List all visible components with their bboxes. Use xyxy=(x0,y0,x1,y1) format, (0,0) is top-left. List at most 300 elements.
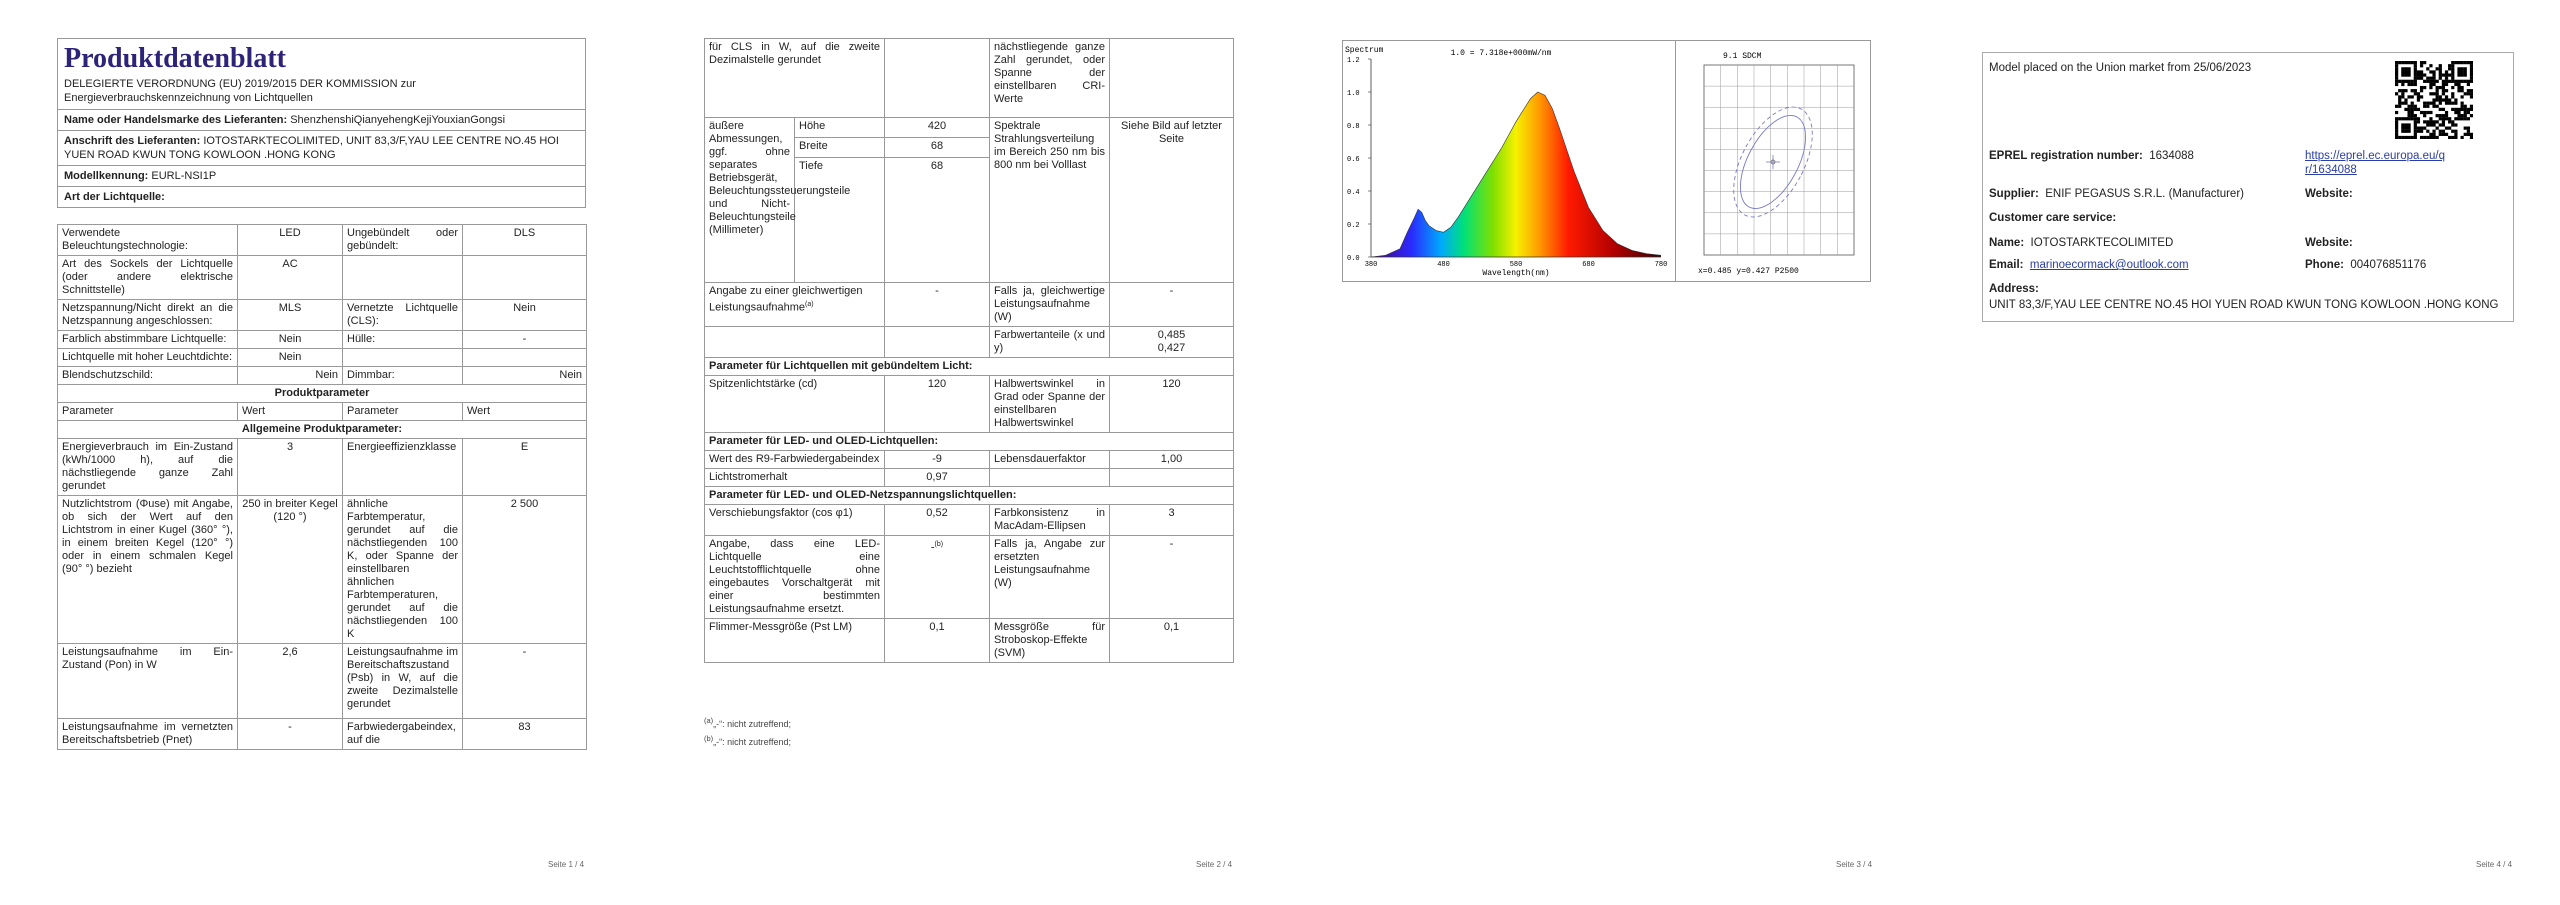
qr-module xyxy=(2464,61,2467,64)
qr-module xyxy=(2445,80,2448,83)
qr-module xyxy=(2420,86,2423,89)
qr-module xyxy=(2457,80,2460,83)
y-tick-label: 1.0 xyxy=(1347,90,1360,98)
qr-code-icon[interactable] xyxy=(2395,61,2473,139)
qr-module xyxy=(2411,114,2414,117)
qr-module xyxy=(2454,108,2457,111)
qr-module xyxy=(2457,67,2460,70)
qr-module xyxy=(2454,83,2457,86)
qr-module xyxy=(2411,95,2414,98)
qr-module xyxy=(2470,92,2473,95)
qr-module xyxy=(2451,102,2454,105)
qr-module xyxy=(2461,114,2464,117)
qr-module xyxy=(2429,80,2432,83)
qr-module xyxy=(2445,102,2448,105)
page-cutoff-mask xyxy=(0,842,640,905)
qr-module xyxy=(2464,108,2467,111)
qr-module xyxy=(2414,61,2417,64)
qr-module xyxy=(2467,92,2470,95)
qr-module xyxy=(2457,117,2460,120)
table-row: Tiefe 68 xyxy=(705,158,1234,283)
qr-module xyxy=(2395,64,2398,67)
sdcm-frame xyxy=(1704,65,1854,255)
page-1 xyxy=(0,0,640,905)
qr-module xyxy=(2414,127,2417,130)
qr-module xyxy=(2451,92,2454,95)
qr-module xyxy=(2423,111,2426,114)
qr-module xyxy=(2395,92,2398,95)
sdcm-title: 9.1 SDCM xyxy=(1723,52,1762,61)
qr-module xyxy=(2404,117,2407,120)
sdcm-readout: x=0.485 y=0.427 P2500 xyxy=(1698,267,1799,276)
table-row: Flimmer-Messgröße (Pst LM) 0,1 Messgröße für Stroboskop-Effekte (SVM) 0,1 xyxy=(705,619,1234,663)
qr-module xyxy=(2439,64,2442,67)
qr-module xyxy=(2414,120,2417,123)
qr-module xyxy=(2395,133,2398,136)
qr-module xyxy=(2451,108,2454,111)
qr-module xyxy=(2432,70,2435,73)
qr-module xyxy=(2417,127,2420,130)
qr-module xyxy=(2432,83,2435,86)
supplier-address: IOTOSTARKTECOLIMITED, UNIT 83,3/F,YAU LEE CENTRE NO.45 HOI YUEN ROAD KWUN TONG KOWLOON .HONG KONG xyxy=(64,135,559,161)
qr-module xyxy=(2401,123,2404,126)
qr-module xyxy=(2448,64,2451,67)
qr-module xyxy=(2401,130,2404,133)
qr-module xyxy=(2461,136,2464,139)
qr-module xyxy=(2464,117,2467,120)
qr-module xyxy=(2467,127,2470,130)
qr-module xyxy=(2429,120,2432,123)
qr-module xyxy=(2407,73,2410,76)
qr-module xyxy=(2439,117,2442,120)
qr-module xyxy=(2442,86,2445,89)
params-table-2 xyxy=(704,38,1234,663)
qr-module xyxy=(2457,108,2460,111)
qr-module xyxy=(2401,73,2404,76)
footnote-a: $^{(a)}$„-“: nicht zutreffend; xyxy=(704,716,792,729)
qr-module xyxy=(2432,136,2435,139)
qr-module xyxy=(2420,64,2423,67)
qr-module xyxy=(2454,98,2457,101)
qr-module xyxy=(2423,114,2426,117)
page-footer: Seite 2 / 4 xyxy=(1196,860,1233,869)
qr-module xyxy=(2398,95,2401,98)
model-row: Modellkennung: EURL-NSI1P xyxy=(58,166,585,187)
qr-module xyxy=(2432,80,2435,83)
qr-module xyxy=(2454,117,2457,120)
qr-module xyxy=(2470,95,2473,98)
qr-module xyxy=(2442,83,2445,86)
qr-module xyxy=(2457,61,2460,64)
qr-module xyxy=(2448,136,2451,139)
qr-module xyxy=(2426,130,2429,133)
qr-module xyxy=(2451,67,2454,70)
qr-module xyxy=(2407,80,2410,83)
qr-module xyxy=(2429,133,2432,136)
qr-module xyxy=(2448,120,2451,123)
qr-module xyxy=(2414,92,2417,95)
qr-module xyxy=(2470,114,2473,117)
qr-module xyxy=(2401,89,2404,92)
qr-module xyxy=(2432,130,2435,133)
qr-module xyxy=(2467,111,2470,114)
qr-module xyxy=(2407,83,2410,86)
eprel-info-box xyxy=(1982,52,2514,322)
x-tick-label: 780 xyxy=(1654,261,1668,269)
qr-module xyxy=(2407,108,2410,111)
qr-module xyxy=(2464,67,2467,70)
qr-module xyxy=(2423,105,2426,108)
table-row: Spitzenlichtstärke (cd) 120 Halbwertswinkel in Grad oder Spanne der einstellbaren Halbwertswinkel 120 xyxy=(705,376,1234,433)
qr-module xyxy=(2464,105,2467,108)
qr-module xyxy=(2454,130,2457,133)
y-tick-label: 0.2 xyxy=(1347,222,1360,230)
qr-module xyxy=(2395,61,2398,64)
qr-module xyxy=(2401,70,2404,73)
qr-module xyxy=(2395,127,2398,130)
page-3 xyxy=(1280,0,1920,905)
qr-module xyxy=(2429,136,2432,139)
qr-module xyxy=(2439,114,2442,117)
qr-module xyxy=(2461,73,2464,76)
qr-module xyxy=(2436,89,2439,92)
qr-module xyxy=(2429,111,2432,114)
qr-module xyxy=(2436,86,2439,89)
qr-module xyxy=(2429,83,2432,86)
footnote-b: $^{(b)}$„-“: nicht zutreffend; xyxy=(704,734,792,747)
qr-module xyxy=(2464,127,2467,130)
qr-module xyxy=(2467,61,2470,64)
qr-module xyxy=(2454,102,2457,105)
spectrum-area xyxy=(1371,92,1661,257)
x-tick-label: 680 xyxy=(1582,261,1595,269)
qr-module xyxy=(2414,77,2417,80)
qr-module xyxy=(2401,127,2404,130)
qr-module xyxy=(2404,123,2407,126)
qr-module xyxy=(2448,80,2451,83)
address-label: Address: xyxy=(1989,283,2039,295)
name-row: Name: IOTOSTARKTECOLIMITED xyxy=(1989,237,2174,249)
qr-module xyxy=(2395,120,2398,123)
qr-module xyxy=(2407,61,2410,64)
qr-module xyxy=(2417,77,2420,80)
qr-module xyxy=(2401,95,2404,98)
qr-module xyxy=(2470,67,2473,70)
qr-module xyxy=(2470,133,2473,136)
qr-module xyxy=(2454,61,2457,64)
qr-module xyxy=(2404,136,2407,139)
qr-module xyxy=(2461,61,2464,64)
qr-module xyxy=(2461,108,2464,111)
qr-module xyxy=(2439,130,2442,133)
qr-module xyxy=(2398,105,2401,108)
qr-module xyxy=(2404,127,2407,130)
qr-module xyxy=(2467,130,2470,133)
qr-module xyxy=(2454,133,2457,136)
qr-module xyxy=(2461,86,2464,89)
qr-module xyxy=(2451,95,2454,98)
spectrum-peak-text: 1.0 = 7.318e+000mW/nm xyxy=(1450,49,1552,58)
qr-module xyxy=(2426,123,2429,126)
qr-module xyxy=(2411,108,2414,111)
qr-module xyxy=(2414,108,2417,111)
qr-module xyxy=(2432,73,2435,76)
table-column-headers: Parameter Wert Parameter Wert xyxy=(58,403,587,421)
qr-module xyxy=(2470,80,2473,83)
qr-module xyxy=(2439,98,2442,101)
qr-module xyxy=(2411,89,2414,92)
x-tick-label: 480 xyxy=(1437,261,1450,269)
table-row: Leistungsaufnahme im vernetzten Bereitschaftsbetrieb (Pnet) - Farbwiedergabeindex, auf die 83 xyxy=(58,719,587,750)
qr-module xyxy=(2420,70,2423,73)
qr-module xyxy=(2461,70,2464,73)
website-label-2: Website: xyxy=(2305,237,2353,249)
qr-module xyxy=(2426,67,2429,70)
qr-module xyxy=(2395,73,2398,76)
qr-module xyxy=(2470,136,2473,139)
qr-module xyxy=(2420,130,2423,133)
regulation-text: DELEGIERTE VERORDNUNG (EU) 2019/2015 DER KOMMISSION zur Energieverbrauchskennzeichnung von Lichtquellen xyxy=(58,75,585,110)
qr-module xyxy=(2411,105,2414,108)
datasheet-header xyxy=(57,38,586,208)
qr-module xyxy=(2420,73,2423,76)
qr-module xyxy=(2439,133,2442,136)
qr-module xyxy=(2414,136,2417,139)
qr-module xyxy=(2439,86,2442,89)
qr-module xyxy=(2464,70,2467,73)
qr-module xyxy=(2461,102,2464,105)
spectrum-svg xyxy=(1343,41,1676,281)
qr-module xyxy=(2401,61,2404,64)
qr-module xyxy=(2439,108,2442,111)
qr-module xyxy=(2442,123,2445,126)
qr-module xyxy=(2470,77,2473,80)
qr-module xyxy=(2407,67,2410,70)
qr-module xyxy=(2442,120,2445,123)
qr-module xyxy=(2432,133,2435,136)
sdcm-svg xyxy=(1676,41,1870,281)
qr-module xyxy=(2451,77,2454,80)
qr-module xyxy=(2448,117,2451,120)
qr-module xyxy=(2417,95,2420,98)
qr-module xyxy=(2436,114,2439,117)
qr-module xyxy=(2395,83,2398,86)
qr-module xyxy=(2411,61,2414,64)
qr-module xyxy=(2420,136,2423,139)
qr-module xyxy=(2464,73,2467,76)
qr-module xyxy=(2395,123,2398,126)
qr-module xyxy=(2432,105,2435,108)
qr-module xyxy=(2420,89,2423,92)
qr-module xyxy=(2448,127,2451,130)
qr-module xyxy=(2461,67,2464,70)
table-section-header: Parameter für Lichtquellen mit gebündeltem Licht: xyxy=(705,358,1234,376)
model-id: EURL-NSI1P xyxy=(151,170,217,182)
qr-module xyxy=(2461,117,2464,120)
qr-module xyxy=(2426,120,2429,123)
table-row: für CLS in W, auf die zweite Dezimalstelle gerundet nächstliegende ganze Zahl gerundet, oder Spanne der einstellbaren CRI-Werte xyxy=(705,39,1234,118)
qr-module xyxy=(2464,111,2467,114)
qr-module xyxy=(2401,83,2404,86)
customer-care-label: Customer care service: xyxy=(1989,212,2117,224)
qr-module xyxy=(2423,127,2426,130)
address-value: UNIT 83,3/F,YAU LEE CENTRE NO.45 HOI YUEN ROAD KWUN TONG KOWLOON .HONG KONG xyxy=(1989,299,2499,311)
page-2 xyxy=(640,0,1280,905)
qr-module xyxy=(2445,73,2448,76)
phone-row: Phone: 004076851176 xyxy=(2305,259,2427,271)
qr-module xyxy=(2398,98,2401,101)
eprel-link[interactable]: https://eprel.ec.europa.eu/qr/1634088 xyxy=(2305,150,2446,176)
qr-module xyxy=(2404,80,2407,83)
qr-module xyxy=(2411,117,2414,120)
table-row: Art des Sockels der Lichtquelle (oder andere elektrische Schnittstelle) AC xyxy=(58,256,587,300)
qr-module xyxy=(2420,95,2423,98)
qr-module xyxy=(2414,80,2417,83)
qr-module xyxy=(2436,92,2439,95)
qr-module xyxy=(2457,111,2460,114)
qr-module xyxy=(2414,89,2417,92)
email-link[interactable]: marinoecormack@outlook.com xyxy=(2029,259,2189,271)
qr-module xyxy=(2423,86,2426,89)
qr-module xyxy=(2467,83,2470,86)
qr-module xyxy=(2436,136,2439,139)
qr-module xyxy=(2451,61,2454,64)
table-row: Netzspannung/Nicht direkt an die Netzspannung angeschlossen: MLS Vernetzte Lichtquelle (CLS): Nein xyxy=(58,300,587,331)
table-row: Verschiebungsfaktor (cos φ1) 0,52 Farbkonsistenz in MacAdam-Ellipsen 3 xyxy=(705,505,1234,536)
qr-module xyxy=(2417,98,2420,101)
qr-module xyxy=(2429,86,2432,89)
table-section-header: Parameter für LED- und OLED-Netzspannungslichtquellen: xyxy=(705,487,1234,505)
qr-module xyxy=(2439,95,2442,98)
y-tick-label: 0.6 xyxy=(1347,156,1360,164)
qr-module xyxy=(2451,130,2454,133)
y-tick-label: 0.0 xyxy=(1347,255,1360,263)
qr-module xyxy=(2420,61,2423,64)
qr-module xyxy=(2429,117,2432,120)
qr-module xyxy=(2417,120,2420,123)
qr-module xyxy=(2445,114,2448,117)
spectrum-chart xyxy=(1342,40,1677,282)
qr-module xyxy=(2457,89,2460,92)
qr-module xyxy=(2414,117,2417,120)
qr-module xyxy=(2398,102,2401,105)
qr-module xyxy=(2464,114,2467,117)
qr-module xyxy=(2411,102,2414,105)
qr-module xyxy=(2395,80,2398,83)
supplier-address-row: Anschrift des Lieferanten: IOTOSTARKTECOLIMITED, UNIT 83,3/F,YAU LEE CENTRE NO.45 HOI YUEN ROAD KWUN TONG KOWLOON .HONG KONG xyxy=(58,131,585,166)
qr-module xyxy=(2395,77,2398,80)
qr-module xyxy=(2436,98,2439,101)
qr-module xyxy=(2467,89,2470,92)
qr-module xyxy=(2451,136,2454,139)
qr-module xyxy=(2467,117,2470,120)
qr-module xyxy=(2451,64,2454,67)
qr-module xyxy=(2442,73,2445,76)
qr-module xyxy=(2451,73,2454,76)
qr-module xyxy=(2423,136,2426,139)
qr-module xyxy=(2395,117,2398,120)
qr-module xyxy=(2432,77,2435,80)
qr-module xyxy=(2464,92,2467,95)
qr-module xyxy=(2407,117,2410,120)
qr-module xyxy=(2457,73,2460,76)
qr-module xyxy=(2451,120,2454,123)
qr-module xyxy=(2454,123,2457,126)
table-row: Lichtquelle mit hoher Leuchtdichte: Nein xyxy=(58,349,587,367)
qr-module xyxy=(2451,86,2454,89)
qr-module xyxy=(2426,102,2429,105)
table-row: Farbwertanteile (x und y) 0,485 0,427 xyxy=(705,327,1234,358)
qr-module xyxy=(2432,123,2435,126)
model-placed-text: Model placed on the Union market from 25/06/2023 xyxy=(1989,62,2252,74)
qr-module xyxy=(2417,73,2420,76)
qr-module xyxy=(2439,77,2442,80)
qr-module xyxy=(2461,80,2464,83)
page-title: Produktdatenblatt xyxy=(64,43,286,74)
qr-module xyxy=(2411,136,2414,139)
qr-module xyxy=(2445,117,2448,120)
qr-module xyxy=(2414,73,2417,76)
qr-module xyxy=(2442,114,2445,117)
qr-module xyxy=(2426,105,2429,108)
spectrum-title: Spectrum xyxy=(1345,46,1384,55)
qr-module xyxy=(2423,120,2426,123)
qr-module xyxy=(2461,89,2464,92)
qr-module xyxy=(2407,136,2410,139)
params-table-1 xyxy=(57,224,587,750)
qr-module xyxy=(2411,83,2414,86)
qr-module xyxy=(2404,73,2407,76)
qr-module xyxy=(2407,127,2410,130)
qr-module xyxy=(2457,70,2460,73)
qr-module xyxy=(2423,73,2426,76)
qr-module xyxy=(2404,108,2407,111)
qr-module xyxy=(2404,102,2407,105)
table-row: Nutzlichtstrom (Φuse) mit Angabe, ob sich der Wert auf den Lichtstrom in einer Kugel (360° °), in einem breiten Kegel (120° °) oder in einem schmalen Kegel (90° °) bezieht 250 in breiter Kegel (120 °) ähnliche Farbtemperatur, gerundet auf die nächstliegenden 100 K, oder Spanne der einstellbaren ähnlichen Farbtemperaturen, gerundet auf die nächstliegenden 100 K 2 500 xyxy=(58,496,587,644)
phone-value: 004076851176 xyxy=(2350,259,2427,271)
qr-module xyxy=(2426,77,2429,80)
qr-module xyxy=(2464,133,2467,136)
qr-module xyxy=(2429,64,2432,67)
qr-module xyxy=(2470,108,2473,111)
qr-module xyxy=(2457,114,2460,117)
qr-module xyxy=(2411,80,2414,83)
page-footer: Seite 3 / 4 xyxy=(1836,860,1873,869)
x-tick-label: 380 xyxy=(1364,261,1378,269)
qr-module xyxy=(2448,67,2451,70)
table-row: äußere Abmessungen, ggf. ohne separates Betriebsgerät, Beleuchtungssteuerungsteile und Nicht-Beleuchtungsteile (Millimeter) Höhe 420 Spektrale Strahlungsverteilung im Bereich 250 nm bis 800 nm bei Volllast Siehe Bild auf letzter Seite xyxy=(705,118,1234,138)
y-tick-label: 0.8 xyxy=(1347,123,1360,131)
qr-module xyxy=(2401,92,2404,95)
qr-module xyxy=(2461,95,2464,98)
qr-module xyxy=(2470,105,2473,108)
eprel-registration: EPREL registration number: 1634088 xyxy=(1989,150,2194,162)
qr-module xyxy=(2470,64,2473,67)
qr-module xyxy=(2442,80,2445,83)
qr-module xyxy=(2420,127,2423,130)
table-row: Breite 68 xyxy=(705,138,1234,158)
qr-module xyxy=(2442,133,2445,136)
qr-module xyxy=(2467,80,2470,83)
qr-module xyxy=(2470,73,2473,76)
qr-module xyxy=(2414,130,2417,133)
qr-module xyxy=(2439,67,2442,70)
qr-module xyxy=(2467,108,2470,111)
qr-module xyxy=(2429,123,2432,126)
table-section-header: Produktparameter xyxy=(58,385,587,403)
table-row: Verwendete Beleuchtungstechnologie: LED Ungebündelt oder gebündelt: DLS xyxy=(58,225,587,256)
qr-module xyxy=(2436,95,2439,98)
